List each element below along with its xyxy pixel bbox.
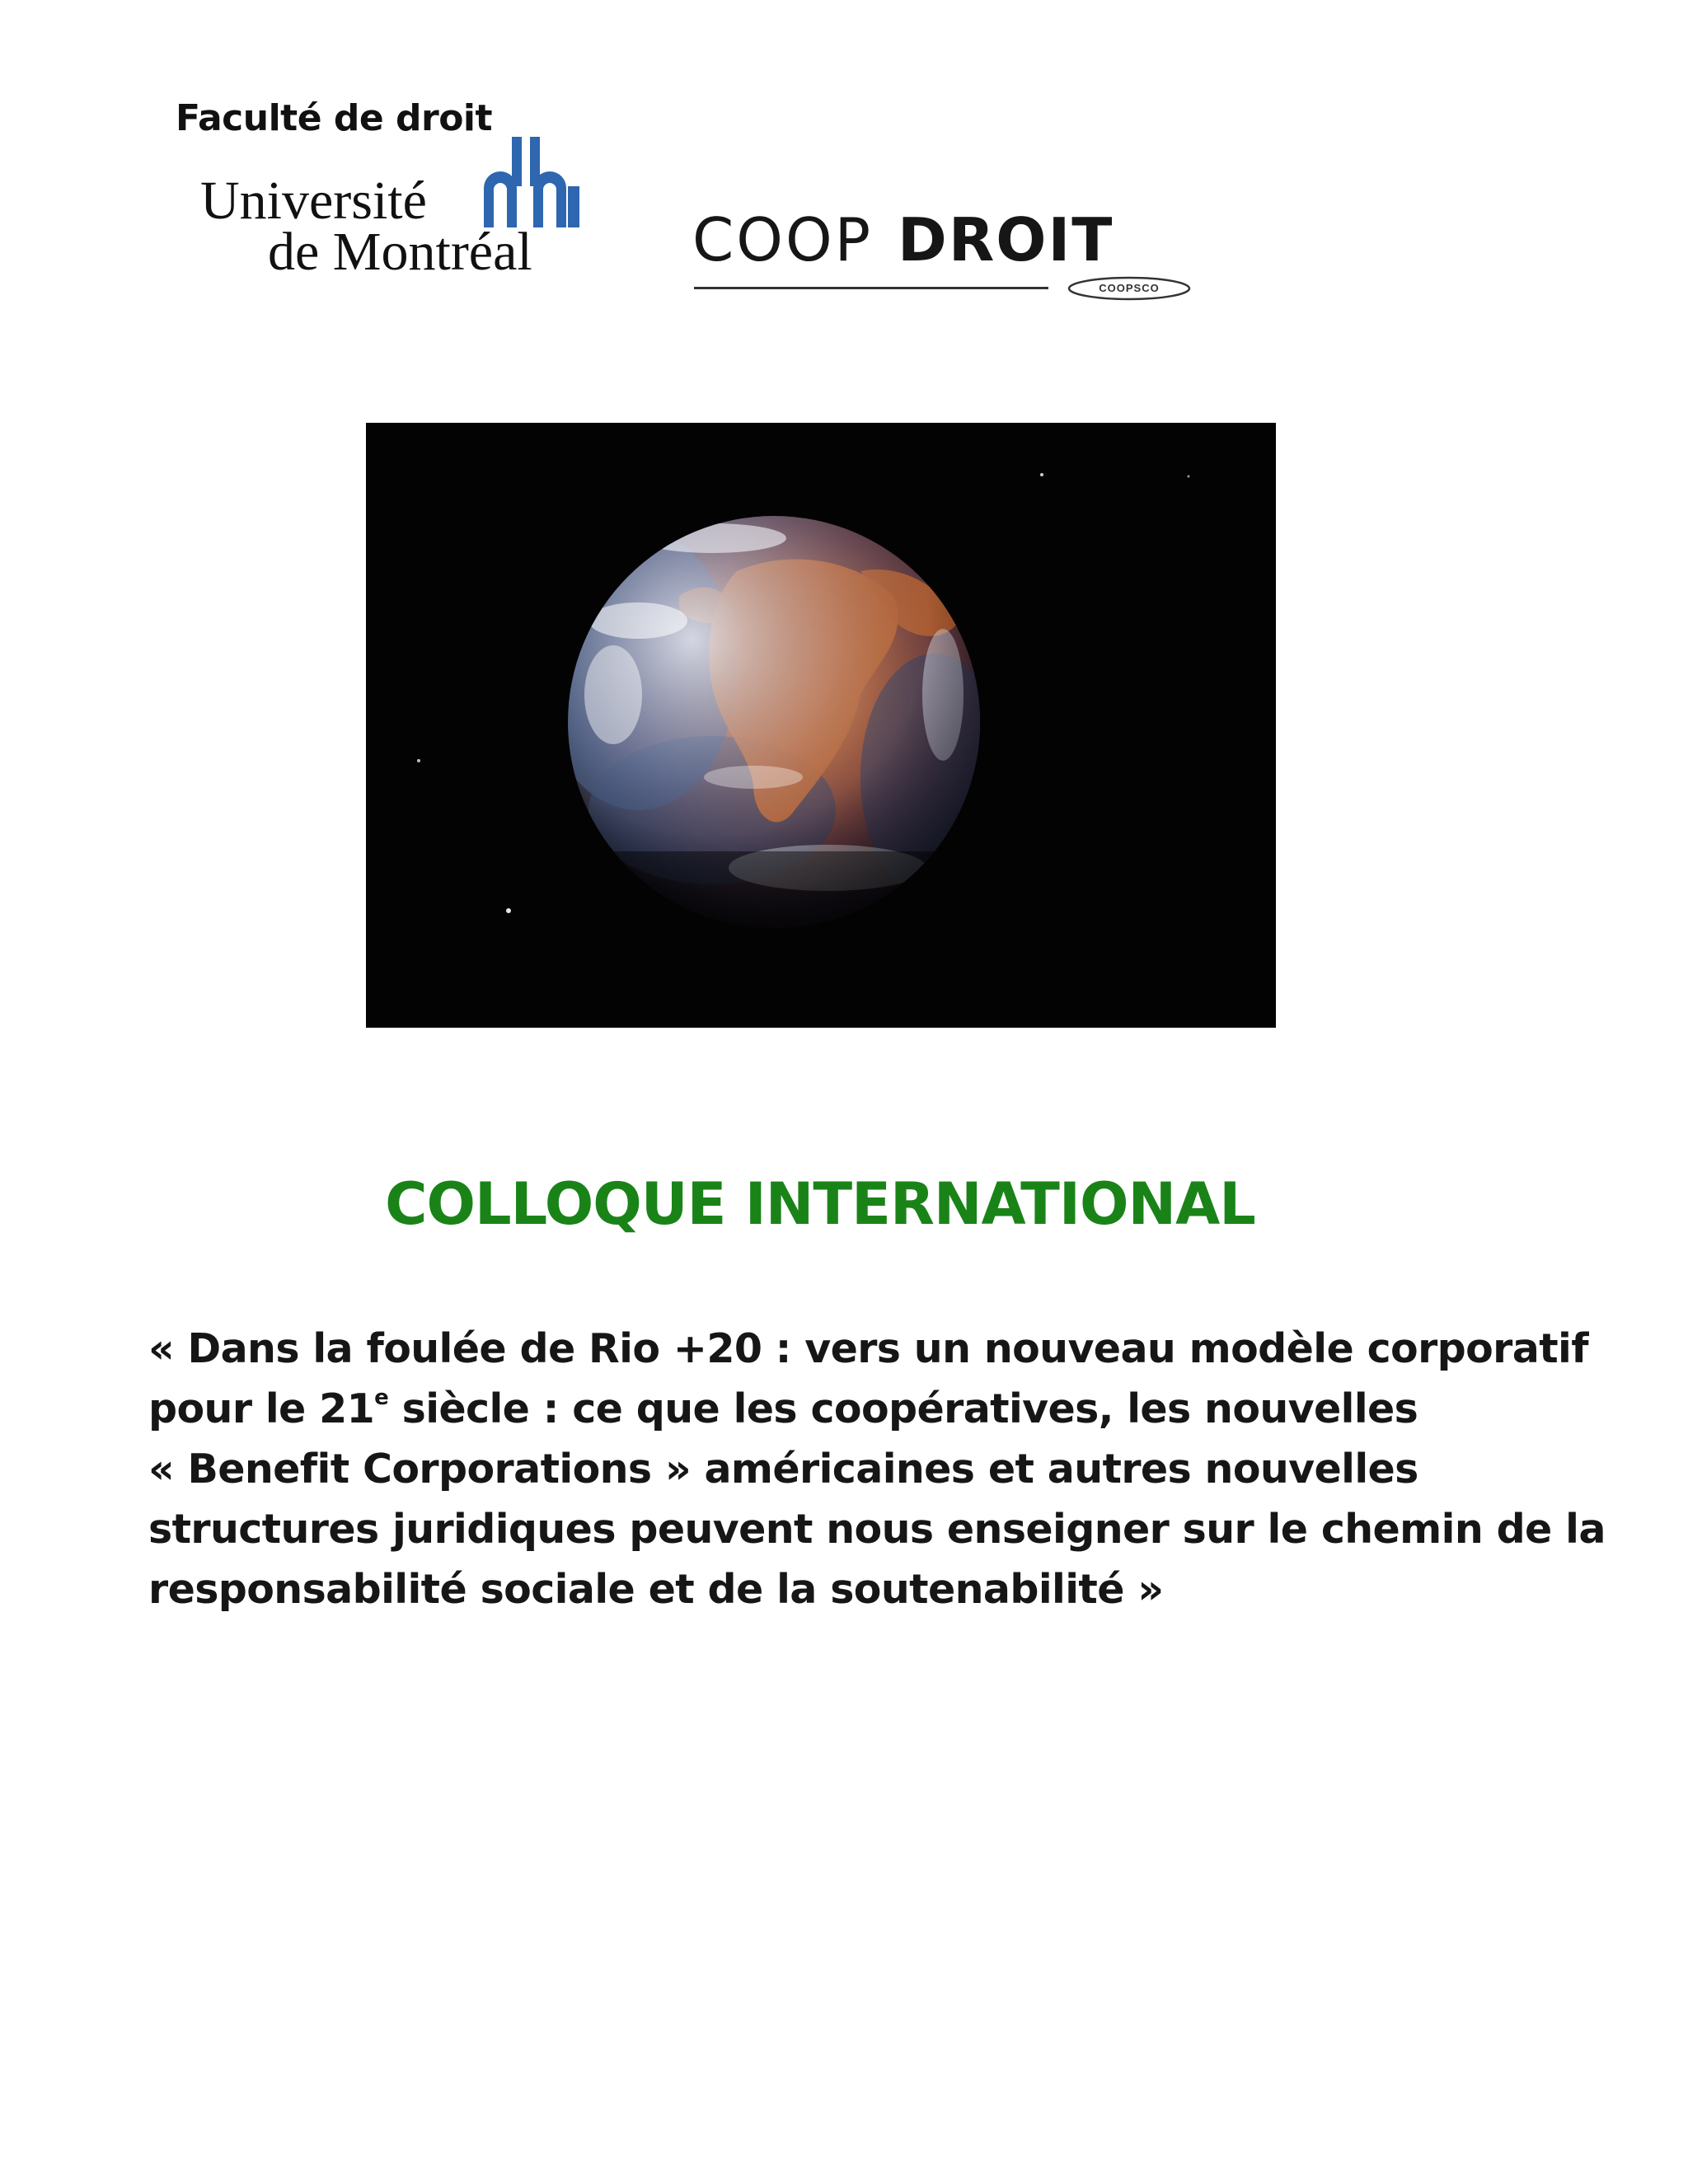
coop-word: COOP	[692, 205, 874, 274]
coopsco-label: COOPSCO	[1099, 282, 1160, 294]
coop-divider-line	[694, 287, 1048, 289]
description-line: structures juridiques peuvent nous enseigner sur le chemin de la	[148, 1506, 1606, 1553]
coop-droit-logo	[692, 205, 1195, 309]
description-line: responsabilité sociale et de la soutenabilité »	[148, 1566, 1164, 1613]
description-text: pour le 21	[148, 1385, 375, 1432]
description-text: siècle : ce que les coopératives, les nouvelles	[388, 1385, 1418, 1432]
udem-wordmark-line2: de Montréal	[268, 222, 532, 282]
earth-globe-icon	[366, 423, 1276, 1028]
droit-word: DROIT	[898, 205, 1114, 274]
udem-logo	[169, 97, 598, 295]
udem-wordmark-line1: Université	[200, 171, 427, 231]
udem-emblem-icon	[482, 137, 581, 227]
page-title: COLLOQUE INTERNATIONAL	[385, 1170, 1255, 1238]
description-line: « Dans la foulée de Rio +20 : vers un nouveau modèle corporatif	[148, 1325, 1588, 1372]
coopsco-badge	[1067, 276, 1191, 301]
conference-description	[148, 1319, 1606, 1619]
earth-from-space-image	[366, 423, 1276, 1028]
coop-droit-wordmark	[692, 205, 1114, 274]
faculty-label: Faculté de droit	[176, 97, 493, 139]
description-line	[148, 1379, 1533, 1439]
ordinal-superscript: e	[374, 1385, 389, 1410]
description-line: « Benefit Corporations » américaines et autres nouvelles	[148, 1446, 1418, 1493]
